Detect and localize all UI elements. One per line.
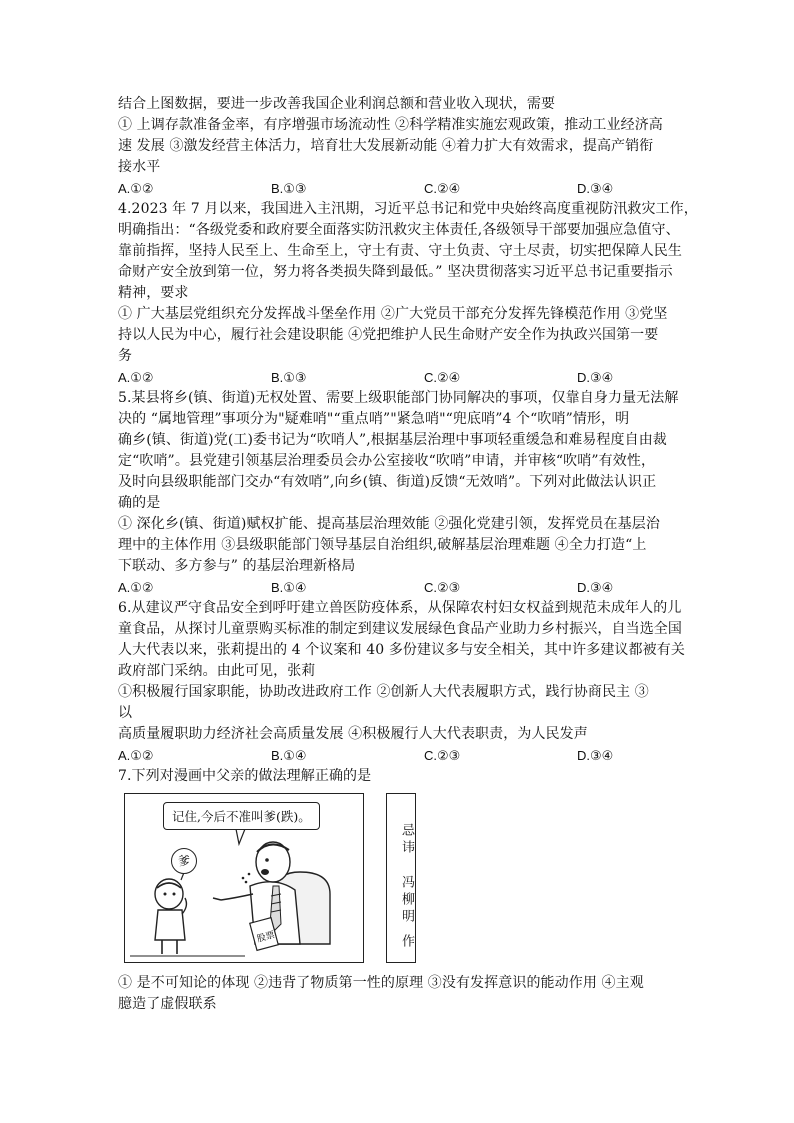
question-line: 确的是	[118, 495, 161, 511]
option-b[interactable]: B.①④	[271, 748, 307, 763]
question-line: 定“吹哨”。县党建引领基层治理委员会办公室接收“吹哨”申请，并审核“吹哨”有效性，	[118, 453, 656, 469]
question-line: 决的 “属地管理”事项分为"疑难哨"“重点哨”"紧急哨"“兜底哨”4 个“吹哨”情形，明	[118, 411, 630, 427]
option-a[interactable]: A.①②	[118, 748, 154, 763]
question-3-tail	[118, 94, 684, 199]
father-speech-bubble: 记住,今后不准叫爹(跌)。	[163, 802, 320, 830]
statement-line: 持以人民为中心，履行社会建设职能 ④党把维护人民生命财产安全作为执政兴国第一要	[118, 327, 659, 343]
question-line: 政府部门采纳。由此可见，张莉	[118, 663, 316, 679]
statement-line: 接水平	[118, 159, 161, 175]
question-line: 明确指出：“各级党委和政府要全面落实防汛救灾主体责任,各级领导干部要加强应急值守、	[118, 222, 680, 238]
statement-line: 臆造了虚假联系	[118, 996, 217, 1012]
question-line: 及时向县级职能部门交办“有效哨”,向乡(镇、街道)反馈“无效哨”。下列对此做法认识正	[118, 474, 657, 490]
statement-line: ①积极履行国家职能，协助改进政府工作 ②创新人大代表履职方式，践行协商民主 ③	[118, 684, 649, 700]
question-stem: 结合上图数据，要进一步改善我国企业利润总额和营业收入现状，需要	[118, 96, 556, 112]
question-7	[118, 766, 684, 1015]
option-b[interactable]: B.①④	[271, 580, 307, 595]
statement-line: 下联动、多方参与” 的基层治理新格局	[118, 558, 356, 574]
question-line: 确乡(镇、街道)党(工)委书记为“吹哨人”,根据基层治理中事项轻重缓急和难易程度自由裁	[118, 432, 667, 448]
cartoon-author: 冯柳明 作	[399, 874, 414, 952]
question-line: 精神，要求	[118, 285, 189, 301]
question-5	[118, 388, 684, 598]
cartoon-title-box	[386, 793, 416, 963]
option-a[interactable]: A.①②	[118, 370, 154, 385]
option-b[interactable]: B.①③	[271, 181, 307, 196]
option-d[interactable]: D.③④	[577, 181, 614, 196]
exam-page	[118, 94, 698, 1015]
question-stem: 7.下列对漫画中父亲的做法理解正确的是	[118, 768, 372, 784]
answer-options	[118, 178, 684, 199]
option-b[interactable]: B.①③	[271, 370, 307, 385]
question-line: 6.从建议严守食品安全到呼吁建立兽医防疫体系，从保障农村妇女权益到规范未成年人的儿	[118, 600, 682, 616]
statement-line: ① 深化乡(镇、街道)赋权扩能、提高基层治理效能 ②强化党建引领，发挥党员在基层治	[118, 516, 660, 532]
option-c[interactable]: C.②④	[424, 370, 461, 385]
statement-line: 务	[118, 348, 133, 364]
question-line: 人大代表以来，张莉提出的 4 个议案和 40 多份建议多与安全相关，其中许多建议都被有关	[118, 642, 685, 658]
question-4	[118, 199, 698, 388]
answer-options	[118, 367, 684, 388]
statement-line: 速 发展 ③激发经营主体活力，培育壮大发展新动能 ④着力扩大有效需求，提高产销衔	[118, 138, 654, 154]
question-6	[118, 598, 684, 766]
question-line: 靠前指挥，坚持人民至上、生命至上，守土有责、守土负责、守土尽责，切实把保障人民生	[118, 243, 682, 259]
question-line: 4.2023 年 7 月以来，我国进入主汛期，习近平总书记和党中央始终高度重视防汛救灾工作，	[118, 201, 698, 217]
cartoon	[124, 793, 416, 965]
option-a[interactable]: A.①②	[118, 580, 154, 595]
statement-line: 以	[118, 705, 133, 721]
question-line: 5.某县将乡(镇、街道)无权处置、需要上级职能部门协同解决的事项，仅靠自身力量无法解	[118, 390, 679, 406]
statement-line: 高质量履职助力经济社会高质量发展 ④积极履行人大代表职责，为人民发声	[118, 726, 588, 742]
question-line: 童食品，从探讨儿童票购买标准的制定到建议发展绿色食品产业助力乡村振兴，自当选全国	[118, 621, 682, 637]
option-d[interactable]: D.③④	[577, 748, 614, 763]
question-line: 命财产安全放到第一位，努力将各类损失降到最低。” 坚决贯彻落实习近平总书记重要指示	[118, 264, 673, 280]
newspaper-label: 股票	[255, 929, 276, 944]
child-speech-bubble: 爹	[171, 848, 197, 874]
option-d[interactable]: D.③④	[577, 580, 614, 595]
answer-options	[118, 745, 684, 766]
option-a[interactable]: A.①②	[118, 181, 154, 196]
option-c[interactable]: C.②③	[424, 580, 461, 595]
statement-line: ① 上调存款准备金率，有序增强市场流动性 ②科学精准实施宏观政策，推动工业经济高	[118, 117, 663, 133]
option-d[interactable]: D.③④	[577, 370, 614, 385]
statement-line: ① 广大基层党组织充分发挥战斗堡垒作用 ②广大党员干部充分发挥先锋模范作用 ③党坚	[118, 306, 668, 322]
cartoon-frame	[124, 793, 364, 963]
cartoon-title: 忌讳	[399, 822, 414, 857]
statement-line: ① 是不可知论的体现 ②违背了物质第一性的原理 ③没有发挥意识的能动作用 ④主观	[118, 975, 644, 991]
option-c[interactable]: C.②③	[424, 748, 461, 763]
option-c[interactable]: C.②④	[424, 181, 461, 196]
answer-options	[118, 577, 684, 598]
statement-line: 理中的主体作用 ③县级职能部门领导基层自治组织,破解基层治理难题 ④全力打造“上	[118, 537, 647, 553]
